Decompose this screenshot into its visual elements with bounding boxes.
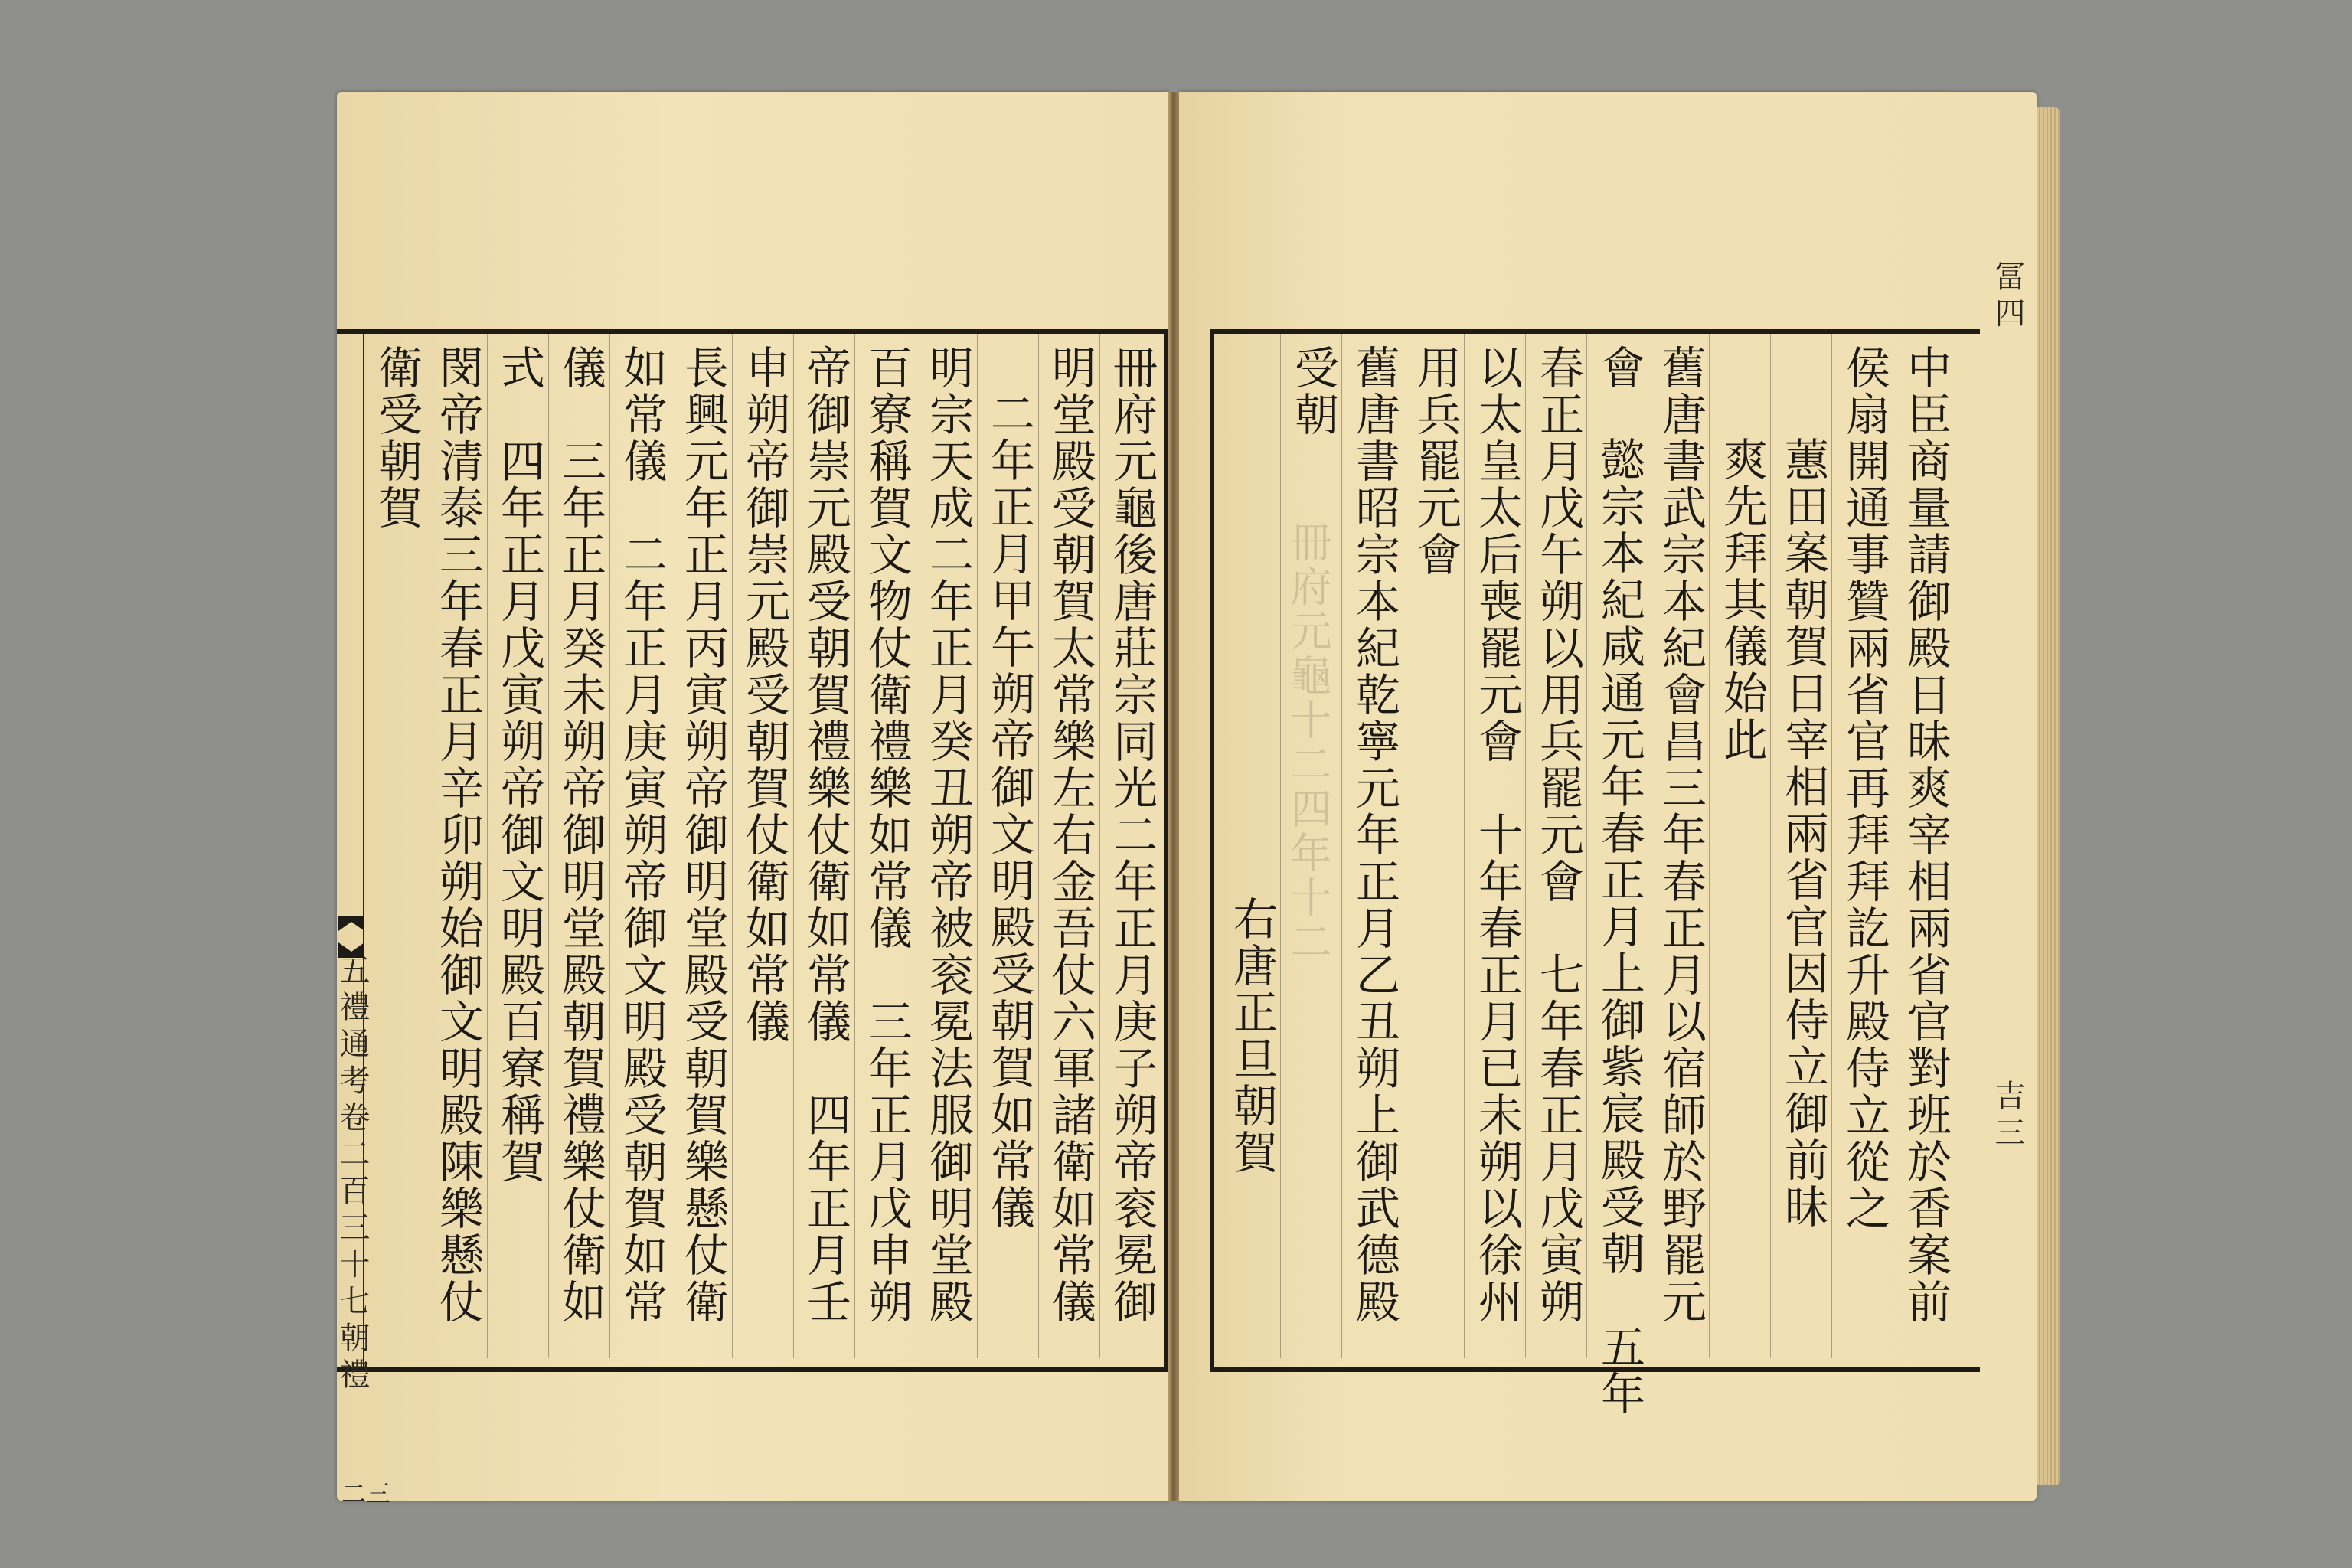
text-column: 申朔帝御崇元殿受朝賀仗衛如常儀 bbox=[738, 345, 790, 1045]
text-column: 明宗天成二年正月癸丑朔帝被衮冕法服御明堂殿 bbox=[922, 345, 974, 1325]
right-header-mark: 冨四 bbox=[1990, 260, 2025, 334]
text-column: 會 bbox=[1593, 345, 1645, 391]
text-column: 爽先拜其儀始此 bbox=[1716, 436, 1768, 763]
column-rule bbox=[487, 334, 488, 1358]
text-column: 閔帝清泰三年春正月辛卯朔始御文明殿陳樂懸仗 bbox=[432, 345, 484, 1325]
text-column: 舊唐書昭宗本紀乾寧元年正月乙丑朔上御武德殿 bbox=[1348, 345, 1400, 1325]
text-column: 百寮稱賀文物仗衛禮樂如常儀 三年正月戊申朔 bbox=[861, 345, 913, 1325]
column-rule bbox=[793, 334, 794, 1358]
fishtail-mark-top bbox=[338, 916, 364, 931]
column-rule bbox=[1099, 334, 1100, 1358]
right-corner-mark: 吉三 bbox=[1990, 1080, 2025, 1153]
text-column: 舊唐書武宗本紀會昌三年春正月以宿師於野罷元 bbox=[1655, 345, 1707, 1325]
text-column: 長興元年正月丙寅朔帝御明堂殿受朝賀樂懸仗衛 bbox=[677, 345, 729, 1325]
column-rule bbox=[854, 334, 855, 1358]
column-rule bbox=[548, 334, 549, 1358]
text-column: 春正月戊午朔以用兵罷元會 七年春正月戊寅朔 bbox=[1532, 345, 1584, 1325]
text-column: 用兵罷元會 bbox=[1410, 345, 1462, 578]
text-column: 帝御崇元殿受朝賀禮樂仗衛如常儀 四年正月壬 bbox=[799, 345, 851, 1325]
text-column: 受朝 bbox=[1287, 345, 1339, 438]
text-column: 式 四年正月戊寅朔帝御文明殿百寮稱賀 bbox=[493, 345, 545, 1185]
open-book bbox=[335, 92, 2037, 1508]
leaf-number: 二三 bbox=[341, 1479, 391, 1508]
column-rule bbox=[1280, 334, 1281, 1358]
column-rule bbox=[1341, 334, 1342, 1358]
text-column: 衛受朝賀 bbox=[371, 345, 423, 531]
book-gutter bbox=[1168, 92, 1179, 1501]
text-column: 懿宗本紀咸通元年春正月上御紫宸殿受朝 五年 bbox=[1593, 436, 1645, 1417]
text-column: 二年正月甲午朔帝御文明殿受朝賀如常儀 bbox=[983, 390, 1035, 1231]
column-rule bbox=[1831, 334, 1832, 1358]
center-strip-title: 五禮通考卷二百三十七朝禮 bbox=[335, 954, 370, 1395]
text-column: 以太皇太后喪罷元會 十年春正月已未朔以徐州 bbox=[1471, 345, 1523, 1325]
text-column: 冊府元龜後唐莊宗同光二年正月庚子朔帝衮冕御 bbox=[1106, 345, 1158, 1325]
text-column: 儀 三年正月癸未朔帝御明堂殿朝賀禮樂仗衛如 bbox=[554, 345, 606, 1325]
column-rule bbox=[1709, 334, 1710, 1358]
column-rule bbox=[609, 334, 610, 1358]
column-rule bbox=[1464, 334, 1465, 1358]
column-rule bbox=[1586, 334, 1587, 1358]
section-closing: 右唐正旦朝賀 bbox=[1226, 896, 1278, 1176]
text-column: 蕙田案朝賀日宰相兩省官因侍立御前昧 bbox=[1777, 436, 1829, 1230]
column-rule bbox=[1038, 334, 1039, 1358]
column-rule bbox=[1525, 334, 1526, 1358]
column-rule bbox=[732, 334, 733, 1358]
column-rule bbox=[1770, 334, 1771, 1358]
text-column: 侯扇開通事贊兩省官再拜拜訖升殿侍立從之 bbox=[1838, 345, 1890, 1232]
text-column: 如常儀 二年正月庚寅朔帝御文明殿受朝賀如常 bbox=[616, 345, 668, 1325]
text-column: 明堂殿受朝賀太常樂左右金吾仗六軍諸衛如常儀 bbox=[1044, 345, 1096, 1325]
page-edges bbox=[2037, 107, 2060, 1485]
column-rule bbox=[977, 334, 978, 1358]
text-column: 中臣商量請御殿日昧爽宰相兩省官對班於香案前 bbox=[1900, 345, 1952, 1325]
show-through-text: 冊府元龜十二四年十二 bbox=[1284, 521, 1332, 965]
